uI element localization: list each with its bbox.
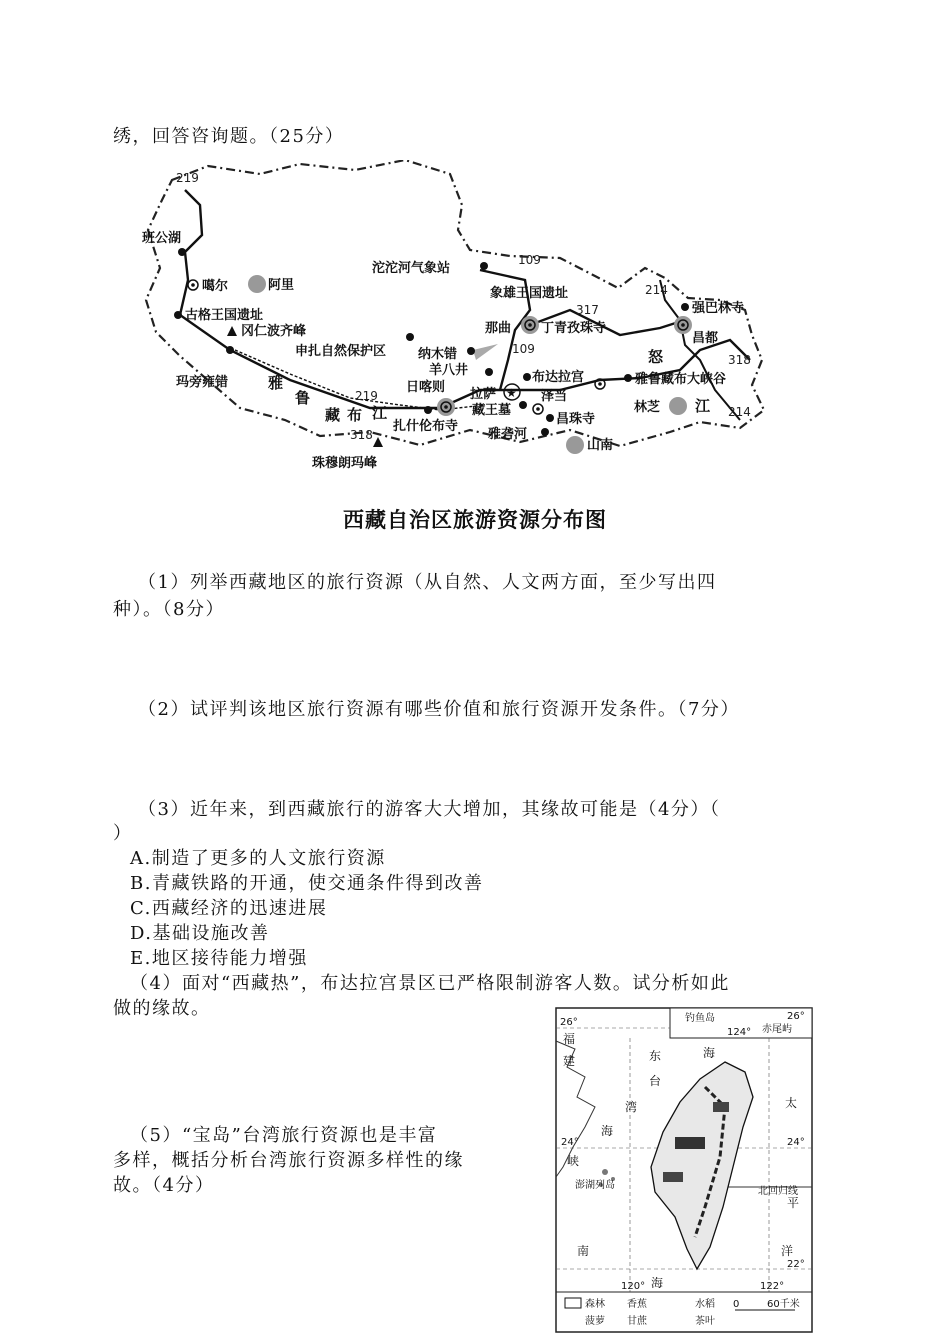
river-char: 鲁 xyxy=(295,389,311,407)
sea-label: 湾 xyxy=(625,1100,638,1114)
place-label: 昌珠寺 xyxy=(556,412,596,427)
river-label: 怒 xyxy=(648,348,664,366)
sea-label: 平 xyxy=(787,1196,800,1210)
inset-title: 钓鱼岛 xyxy=(685,1013,715,1024)
place-label: 珠穆朗玛峰 xyxy=(312,456,378,471)
svg-text:★: ★ xyxy=(506,386,517,400)
point-marker xyxy=(519,401,527,409)
q3-line2: ） xyxy=(113,823,133,844)
place-label: 山南 xyxy=(587,438,614,453)
road-number: 214 xyxy=(728,405,751,419)
place-label: 日喀则 xyxy=(406,380,446,395)
q3-option: C.西藏经济的迅速进展 xyxy=(130,898,328,919)
road-number: 318 xyxy=(728,353,751,367)
q5-line3: 故。（4分） xyxy=(113,1175,215,1196)
legend-item: 香蕉 xyxy=(627,1299,647,1310)
scale-label: 0 xyxy=(733,1299,740,1310)
point-marker xyxy=(226,346,234,354)
point-marker xyxy=(523,373,531,381)
place-label: 雅鲁藏布大峡谷 xyxy=(635,372,727,387)
point-marker xyxy=(174,311,182,319)
legend-item: 茶叶 xyxy=(695,1316,715,1327)
sea-label: 海 xyxy=(651,1276,664,1290)
island-label: 澎湖列岛 xyxy=(575,1180,615,1191)
river-char: 雅 xyxy=(268,374,284,392)
road-number: 109 xyxy=(518,253,541,267)
place-label: 藏王墓 xyxy=(472,403,512,418)
q3-option: B.青藏铁路的开通，使交通条件得到改善 xyxy=(130,873,484,894)
lat-label: 24° xyxy=(561,1137,579,1148)
place-label: 冈仁波齐峰 xyxy=(241,324,307,339)
river-char: 藏 xyxy=(325,406,341,424)
sea-label: 海 xyxy=(601,1124,614,1138)
lat-label: 26° xyxy=(560,1017,578,1028)
place-label: 丁青孜珠寺 xyxy=(541,321,607,336)
lat-label: 24° xyxy=(787,1137,805,1148)
sea-label: 东 xyxy=(649,1049,662,1063)
point-marker xyxy=(424,406,432,414)
place-label: 林芝 xyxy=(634,400,661,415)
sea-label: 台 xyxy=(649,1074,662,1088)
river-char: 江 xyxy=(695,397,711,415)
map-title: 西藏自治区旅游资源分布图 xyxy=(343,508,607,532)
place-label: 拉萨 xyxy=(470,387,497,402)
peak-marker xyxy=(227,326,237,336)
tropic-label: 北回归线 xyxy=(758,1186,798,1197)
place-label: 沱沱河气象站 xyxy=(372,261,451,276)
region-marker xyxy=(248,275,266,293)
point-marker xyxy=(467,347,475,355)
legend-item: 菠萝 xyxy=(585,1316,605,1327)
place-label: 玛旁雍错 xyxy=(176,375,229,390)
road-number: 214 xyxy=(645,283,668,297)
lon-label: 124° xyxy=(727,1027,752,1038)
q3-option: D.基础设施改善 xyxy=(130,923,270,944)
q3-option: E.地区接待能力增强 xyxy=(130,948,308,969)
legend-item: 水稻 xyxy=(695,1299,715,1310)
place-label: 泽当 xyxy=(541,389,568,404)
point-marker xyxy=(624,374,632,382)
point-marker xyxy=(485,368,493,376)
sea-label: 福 xyxy=(563,1032,576,1046)
point-marker xyxy=(681,303,689,311)
sea-label: 峡 xyxy=(567,1154,580,1168)
place-label: 古格王国遗址 xyxy=(185,308,264,323)
tibet-tourism-map xyxy=(140,160,780,490)
road-number: 219 xyxy=(355,389,378,403)
lat-label: 22° xyxy=(787,1259,805,1270)
sea-label: 南 xyxy=(577,1244,590,1258)
q3-line1: （3）近年来，到西藏旅行的游客大大增加，其缘故可能是（4分）（ xyxy=(138,799,721,820)
sea-label: 海 xyxy=(703,1046,716,1060)
place-label: 那曲 xyxy=(485,321,512,336)
road-number: 318 xyxy=(350,428,373,442)
peak-marker xyxy=(373,437,383,447)
scale-label: 60千米 xyxy=(767,1299,800,1310)
sea-label: 太 xyxy=(785,1096,798,1110)
lon-label: 122° xyxy=(760,1281,785,1292)
region-marker xyxy=(669,397,687,415)
place-label: 班公湖 xyxy=(142,231,182,246)
place-label: 阿里 xyxy=(268,278,295,293)
place-label: 雅砻河 xyxy=(488,427,528,442)
point-marker xyxy=(178,248,186,256)
river-char: 布 xyxy=(347,406,363,424)
road-number: 219 xyxy=(176,171,199,185)
road-number: 109 xyxy=(512,342,535,356)
legend-item: 甘蔗 xyxy=(627,1316,647,1327)
sea-label: 洋 xyxy=(781,1244,794,1258)
q2-text: （2）试评判该地区旅行资源有哪些价值和旅行资源开发条件。（7分） xyxy=(138,699,740,720)
sea-label: 建 xyxy=(563,1054,576,1068)
region-marker xyxy=(566,436,584,454)
place-label: 纳木错 xyxy=(418,347,458,362)
inset-label: 赤尾屿 xyxy=(762,1024,792,1035)
lat-label: 26° xyxy=(787,1011,805,1022)
point-marker xyxy=(406,333,414,341)
point-marker xyxy=(480,262,488,270)
place-label: 强巴林寺 xyxy=(692,301,745,316)
intro-text: 绣，回答咨询题。（25分） xyxy=(113,126,345,147)
q4-line1: （4）面对“西藏热”，布达拉宫景区已严格限制游客人数。试分析如此 xyxy=(130,973,730,994)
river-char: 江 xyxy=(372,404,388,422)
place-label: 扎什伦布寺 xyxy=(393,419,459,434)
road-number: 317 xyxy=(576,303,599,317)
place-label: 昌都 xyxy=(692,331,719,346)
lake-shape xyxy=(473,344,498,360)
q5-line2: 多样，概括分析台湾旅行资源多样性的缘 xyxy=(113,1150,464,1171)
point-marker xyxy=(546,414,554,422)
place-label: 布达拉宫 xyxy=(532,370,585,385)
lon-label: 120° xyxy=(621,1281,646,1292)
place-label: 噶尔 xyxy=(202,279,229,294)
q5-line1: （5）“宝岛”台湾旅行资源也是丰富 xyxy=(130,1125,438,1146)
place-label: 羊八井 xyxy=(429,363,469,378)
taiwan-resource-map xyxy=(555,1007,813,1333)
legend-item: 森林 xyxy=(585,1299,605,1310)
q1-line1: （1）列举西藏地区的旅行资源（从自然、人文两方面，至少写出四 xyxy=(138,572,717,593)
point-marker xyxy=(541,428,549,436)
q3-option: A.制造了更多的人文旅行资源 xyxy=(130,848,386,869)
place-label: 申扎自然保护区 xyxy=(295,344,387,359)
q1-line2: 种）。（8分） xyxy=(113,599,225,620)
q4-line2: 做的缘故。 xyxy=(113,998,211,1019)
place-label: 象雄王国遗址 xyxy=(490,286,569,301)
